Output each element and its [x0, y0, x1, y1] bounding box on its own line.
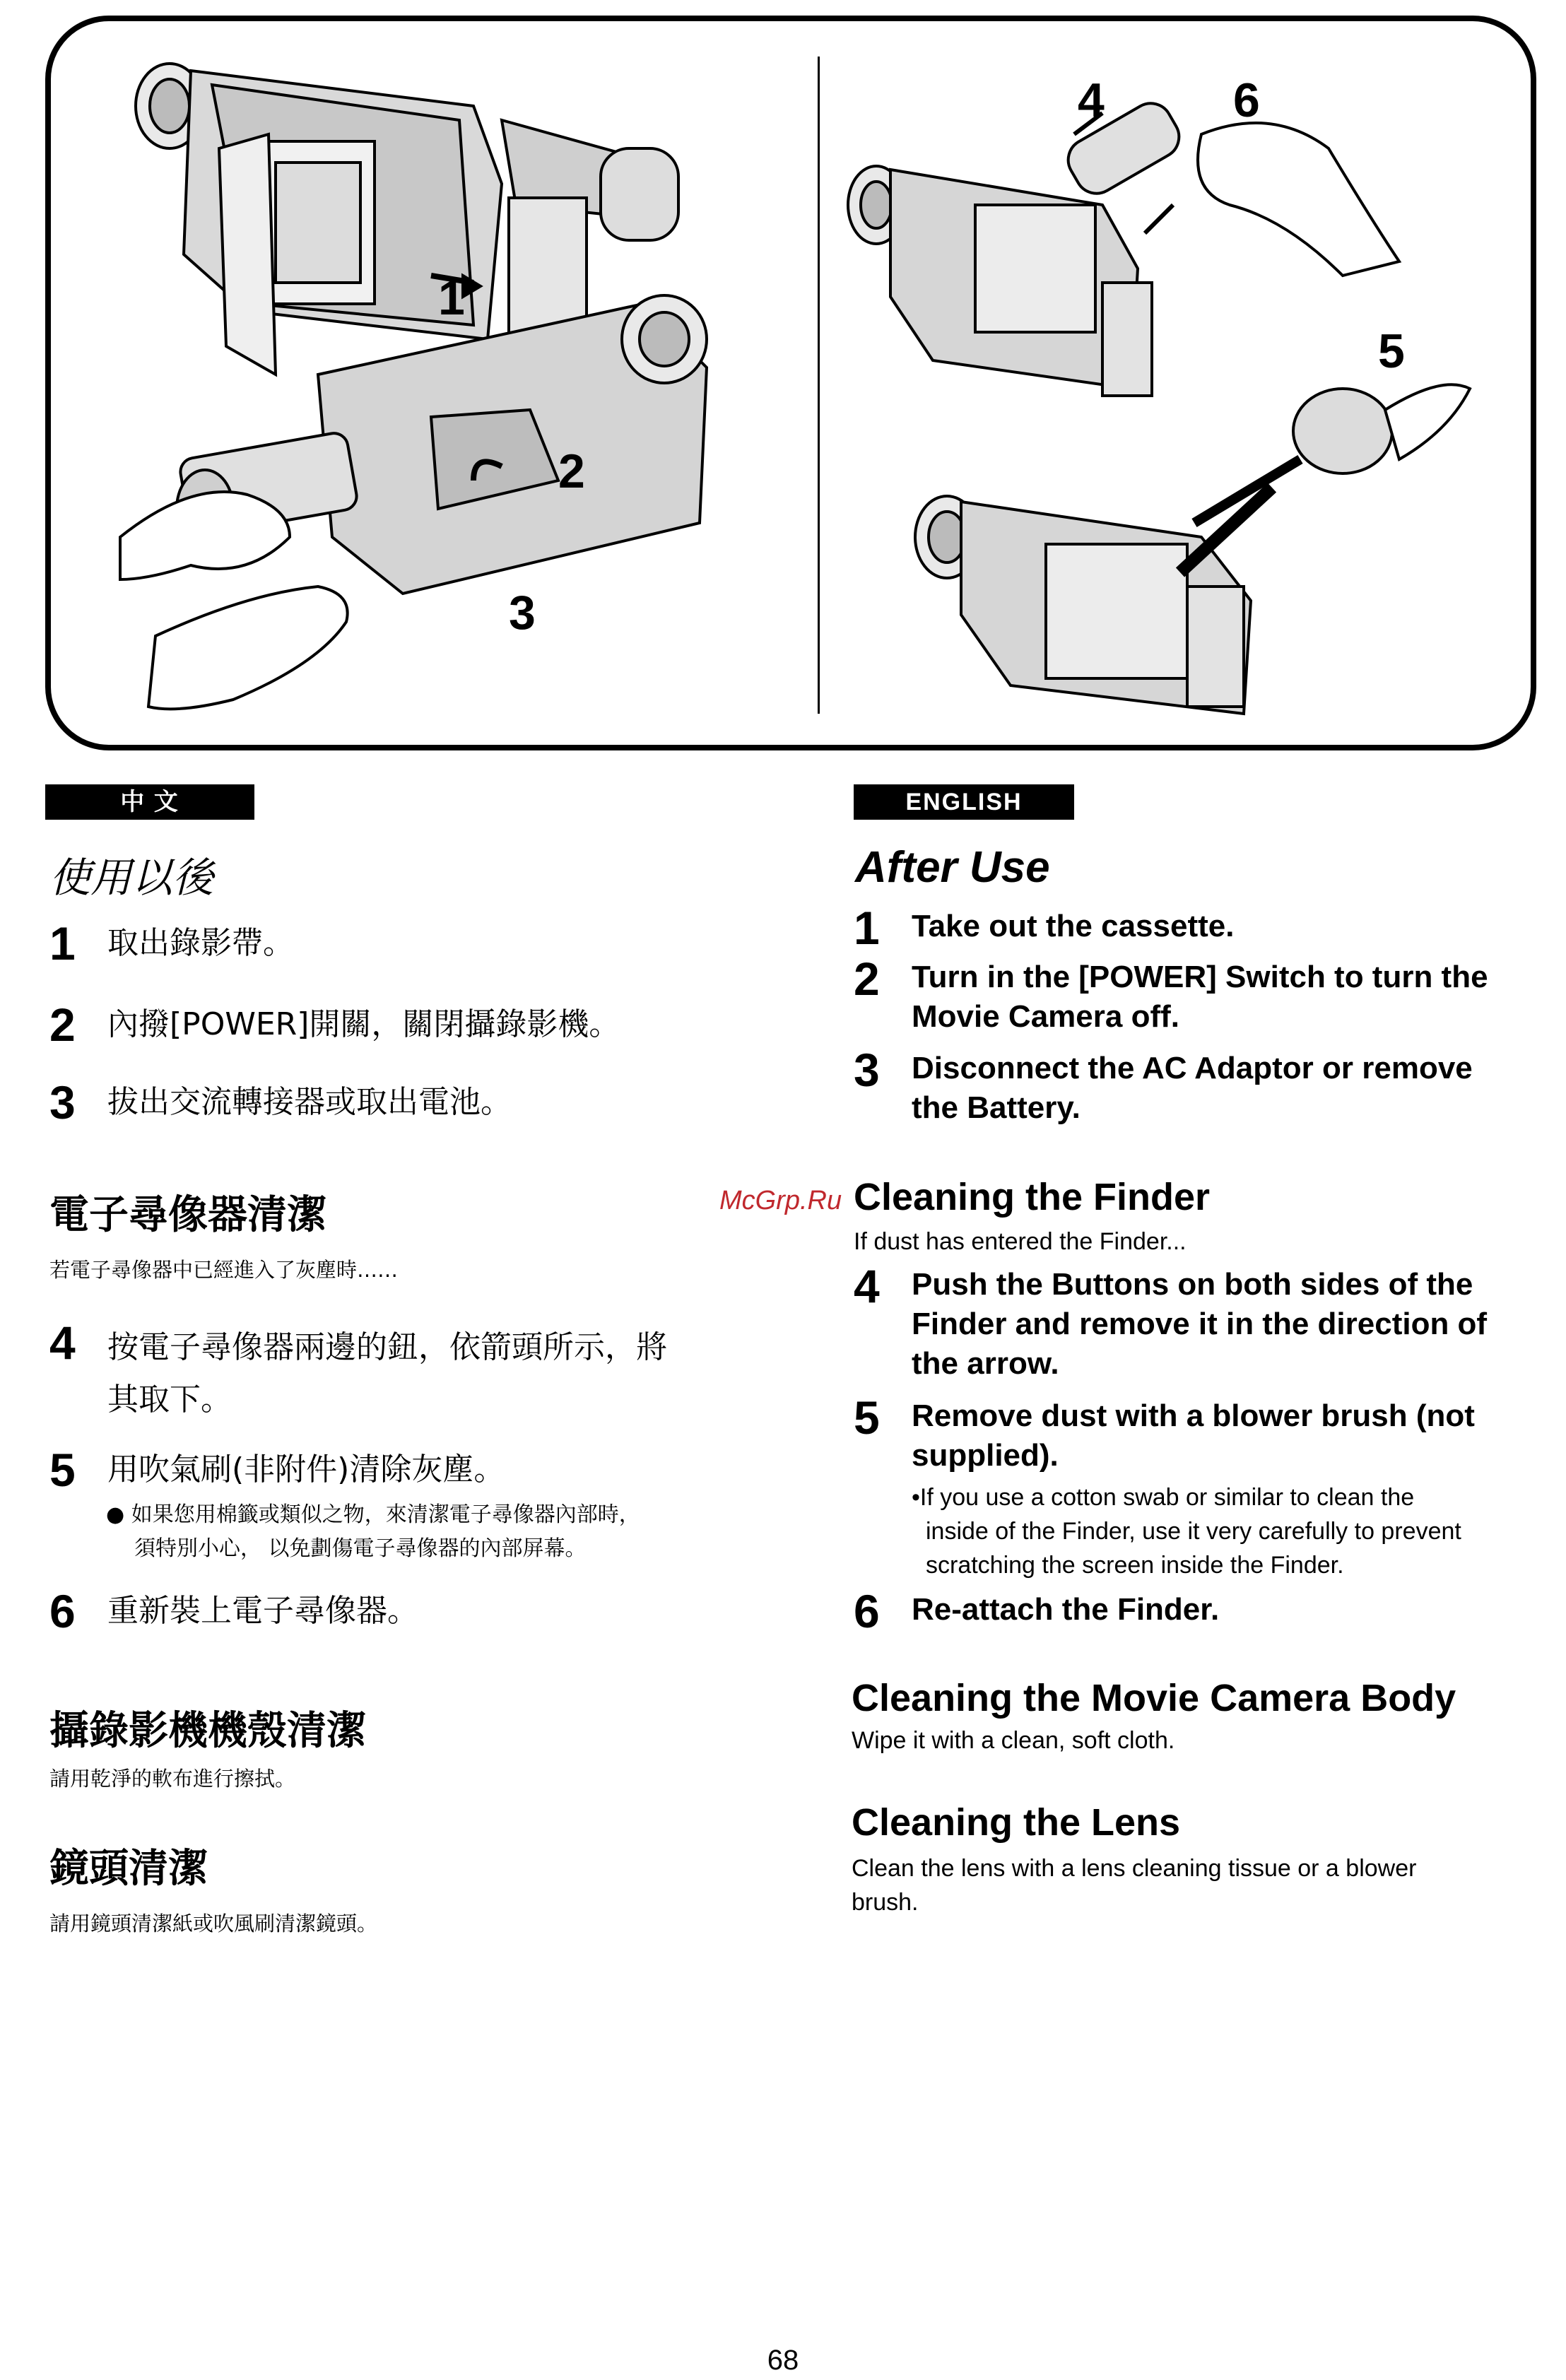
- illustration-divider: [818, 57, 820, 714]
- step-text: [107, 1321, 667, 1426]
- english-lens-text: [852, 1851, 1416, 1919]
- english-finder-heading: Cleaning the Finder: [854, 1176, 1211, 1218]
- bullet-line: inside of the Finder, use it very carefully to prevent: [926, 1518, 1461, 1545]
- step-text-line: supplied).: [912, 1438, 1059, 1473]
- step-text: 重新裝上電子尋像器。: [107, 1593, 418, 1629]
- step-number: 1: [854, 902, 880, 954]
- bullet-line: •If you use a cotton swab or similar to clean the: [912, 1484, 1415, 1511]
- chinese-finder-intro: 若電子尋像器中已經進入了灰塵時……: [49, 1258, 399, 1282]
- step-number: 1: [49, 917, 76, 970]
- chinese-step-1: [49, 917, 294, 970]
- english-body-heading: Cleaning the Movie Camera Body: [852, 1677, 1456, 1719]
- figure-label-1: 1: [438, 271, 465, 325]
- step-text: [912, 1396, 1475, 1475]
- english-title: After Use: [855, 843, 1050, 892]
- step-text-line: the Battery.: [912, 1090, 1081, 1125]
- chinese-step-5-bullet: [106, 1498, 640, 1566]
- chinese-step-6: [49, 1585, 418, 1637]
- step-text-line: Disconnect the AC Adaptor or remove: [912, 1051, 1473, 1085]
- chinese-title: 使用以後: [49, 854, 214, 902]
- step-text: 用吹氣刷(非附件)清除灰塵。: [107, 1451, 505, 1488]
- step-number: 6: [49, 1585, 76, 1637]
- lens-text-line: brush.: [852, 1889, 919, 1916]
- english-lens-heading: Cleaning the Lens: [852, 1801, 1181, 1844]
- figure-label-6: 6: [1233, 73, 1260, 127]
- english-step-3: [854, 1044, 1473, 1128]
- camcorder-illustration-left: [106, 42, 777, 721]
- page-number: 68: [767, 2345, 799, 2376]
- lens-text-line: Clean the lens with a lens cleaning tissue or a blower: [852, 1855, 1417, 1882]
- step-number: 2: [49, 998, 76, 1051]
- step-text-line: the arrow.: [912, 1346, 1059, 1381]
- chinese-step-5: [49, 1444, 505, 1496]
- step-text: Take out the cassette.: [912, 909, 1235, 943]
- english-finder-intro: If dust has entered the Finder...: [854, 1228, 1187, 1255]
- chinese-step-4: [49, 1316, 667, 1426]
- english-step-6: [854, 1585, 1220, 1637]
- chinese-body-heading: 攝錄影機機殼清潔: [49, 1708, 366, 1754]
- step-number: 6: [854, 1585, 880, 1637]
- step-number: 3: [854, 1044, 880, 1096]
- figure-label-4: 4: [1078, 73, 1105, 127]
- chinese-lens-text: 請用鏡頭清潔紙或吹風刷清潔鏡頭。: [49, 1911, 378, 1936]
- step-number: 5: [854, 1391, 880, 1444]
- chinese-step-3: [49, 1076, 512, 1129]
- step-text-line: 按電子尋像器兩邊的鈕，依箭頭所示，將: [107, 1329, 667, 1365]
- step-text-line: Remove dust with a blower brush (not: [912, 1398, 1475, 1433]
- bullet-line: 須特別小心， 以免劃傷電子尋像器的內部屏幕。: [134, 1536, 587, 1561]
- step-text-line: Movie Camera off.: [912, 999, 1179, 1034]
- figure-label-2: 2: [558, 444, 585, 498]
- bullet-line: ● 如果您用棉籤或類似之物，來清潔電子尋像器內部時，: [106, 1502, 640, 1527]
- chinese-finder-heading: 電子尋像器清潔: [49, 1192, 326, 1238]
- step-number: 5: [49, 1444, 76, 1496]
- english-language-bar: ENGLISH: [854, 784, 1074, 820]
- figure-label-5: 5: [1378, 324, 1405, 378]
- watermark: McGrp.Ru: [719, 1186, 842, 1215]
- figure-label-3: 3: [509, 586, 536, 640]
- english-step-5: [854, 1391, 1475, 1475]
- english-step-1: [854, 902, 1235, 954]
- step-text-line: Turn in the [POWER] Switch to turn the: [912, 960, 1488, 994]
- camcorder-illustration-right: [834, 64, 1505, 728]
- step-number: 4: [854, 1260, 880, 1312]
- bullet-line: scratching the screen inside the Finder.: [926, 1552, 1344, 1579]
- step-text: 拔出交流轉接器或取出電池。: [107, 1084, 512, 1120]
- step-number: 3: [49, 1076, 76, 1129]
- english-step-4: [854, 1260, 1488, 1384]
- step-text: Re-attach the Finder.: [912, 1592, 1220, 1627]
- chinese-body-text: 請用乾淨的軟布進行擦拭。: [49, 1767, 296, 1791]
- step-text: [912, 1265, 1487, 1384]
- english-step-2: [854, 953, 1488, 1037]
- step-text-line: Finder and remove it in the direction of: [912, 1307, 1488, 1341]
- chinese-step-2: [49, 998, 620, 1051]
- chinese-lens-heading: 鏡頭清潔: [49, 1846, 208, 1892]
- step-text: 內撥[POWER]開關，關閉攝錄影機。: [107, 1006, 620, 1042]
- step-text: [912, 958, 1488, 1037]
- english-body-text: Wipe it with a clean, soft cloth.: [852, 1727, 1175, 1754]
- step-number: 2: [854, 953, 880, 1005]
- step-text: 取出錄影帶。: [107, 925, 294, 961]
- step-text: [912, 1049, 1473, 1128]
- step-number: 4: [49, 1316, 76, 1369]
- step-text-line: 其取下。: [107, 1382, 232, 1418]
- step-text-line: Push the Buttons on both sides of the: [912, 1267, 1473, 1302]
- chinese-language-bar: 中 文: [45, 784, 254, 820]
- english-step-5-bullet: [912, 1480, 1461, 1582]
